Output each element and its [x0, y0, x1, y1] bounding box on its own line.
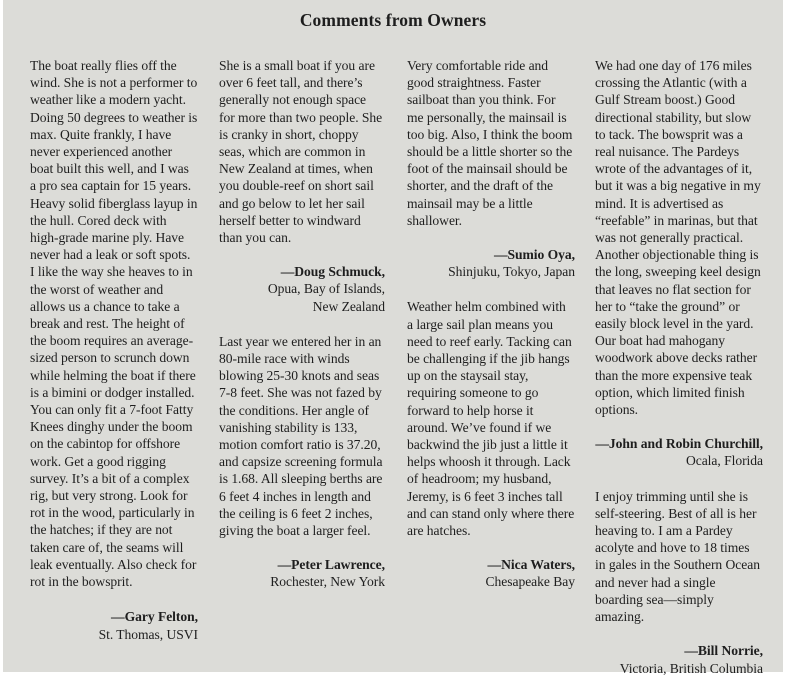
author-location: Rochester, New York [270, 574, 385, 590]
comment-text: I enjoy trimming until she is self-steering. Best of all is her heaving to. I am a Pardey acolyte and hove to 18 times in gales in the Southern Ocean and never had a single boarding sea—simply amazing. [595, 488, 760, 625]
author-name: —Nica Waters, [487, 557, 575, 573]
comment-signature [407, 556, 575, 590]
section-title: Comments from Owners [299, 10, 487, 30]
comment-text: Weather helm combined with a large sail plan means you need to reef early. Tacking can be challenging if the jib hangs up on the staysail stay, requiring someone to go forward to help horse it around. We’ve found if we backwind the jib just a little it helps whoosh it through. Lack of headroom; my husband, Jeremy, is 6 feet 3 inches tall and can stand only where there are hatches. [407, 299, 575, 539]
author-name: —Doug Schmuck, [280, 264, 385, 280]
author-location-line-2: New Zealand [312, 298, 385, 314]
author-name: —Peter Lawrence, [277, 557, 385, 573]
comment-signature [595, 435, 763, 469]
comment-signature [219, 263, 385, 315]
comment-signature [219, 556, 385, 590]
comment-signature [30, 608, 198, 642]
author-name: —Bill Norrie, [684, 643, 763, 659]
author-location: Ocala, Florida [685, 453, 763, 469]
author-location: Victoria, British Columbia [619, 660, 763, 676]
author-name: —Sumio Oya, [493, 247, 575, 263]
comment-text: She is a small boat if you are over 6 feet tall, and there’s generally not enough space for more than two people. She is cranky in short, choppy seas, which are common in New Zealand at times, when you double-reef on short sail and go below to let her sail herself better to windward than you can. [219, 58, 383, 246]
comment-text: We had one day of 176 miles crossing the Atlantic (with a Gulf Stream boost.) Good directional stability, but slow to tack. The bowsprit was a real nuisance. The Pardeys wrote of the advantages of it, but it was a big negative in my mind. It is advertised as “reefable” in marinas, but that was not generally practical. Another objectionable thing is the long, sweeping keel design that leaves no flat section for her to “take the ground” or easily block level in the yard. Our boat had mahogany woodwork above decks rather than the more expensive teak option, which limited finish options. [595, 58, 761, 418]
comment-text: Very comfortable ride and good straightness. Faster sailboat than you think. For me personally, the mainsail is too big. Also, I think the boom should be a little shorter so the foot of the mainsail should be shorter, and the draft of the mainsail may be a little shallower. [407, 58, 573, 228]
comment-signature [407, 246, 575, 280]
comment-text: The boat really flies off the wind. She is not a performer to weather like a modern yacht. Doing 50 degrees to weather is max. Quite frankly, I have never experienced another boat built this well, and I was a pro sea captain for 15 years. Heavy solid fiberglass layup in the hull. Cored deck with high-grade marine ply. Have never had a leak or soft spots. I like the way she heaves to in the worst of weather and allows us a chance to take a break and rest. The height of the boom requires an average-sized person to scrunch down while helming the boat if there is a bimini or dodger installed. You can only fit a 7-foot Fatty Knees dinghy under the boom on the cabintop for offshore work. Get a good rigging survey. It’s a bit of a complex rig, but very strong. Look for rot in the wood, particularly in the hatches; if they are not taken care of, the seams will leak eventually. Also check for rot in the bowsprit. [30, 58, 198, 590]
author-location: St. Thomas, USVI [98, 626, 198, 642]
author-location: Shinjuku, Tokyo, Japan [448, 264, 575, 280]
comment-column-1 [30, 57, 198, 643]
author-name: —John and Robin Churchill, [595, 436, 763, 452]
comment-column-2 [219, 57, 385, 591]
author-name: —Gary Felton, [111, 609, 198, 625]
comment-text: Last year we entered her in an 80-mile race with winds blowing 25-30 knots and seas 7-8 feet. She was not fazed by the conditions. Her angle of vanishing stability is 133, motion comfort ratio is 37.20, and capsize screening formula is 1.68. All sleeping berths are 6 feet 4 inches in length and the ceiling is 6 feet 2 inches, giving the boat a larger feel. [219, 333, 383, 539]
comment-column-3 [407, 57, 575, 591]
comment-signature [595, 642, 763, 676]
author-location: Chesapeake Bay [485, 574, 575, 590]
comment-column-4 [595, 57, 763, 677]
author-location: Opua, Bay of Islands, [267, 281, 385, 297]
